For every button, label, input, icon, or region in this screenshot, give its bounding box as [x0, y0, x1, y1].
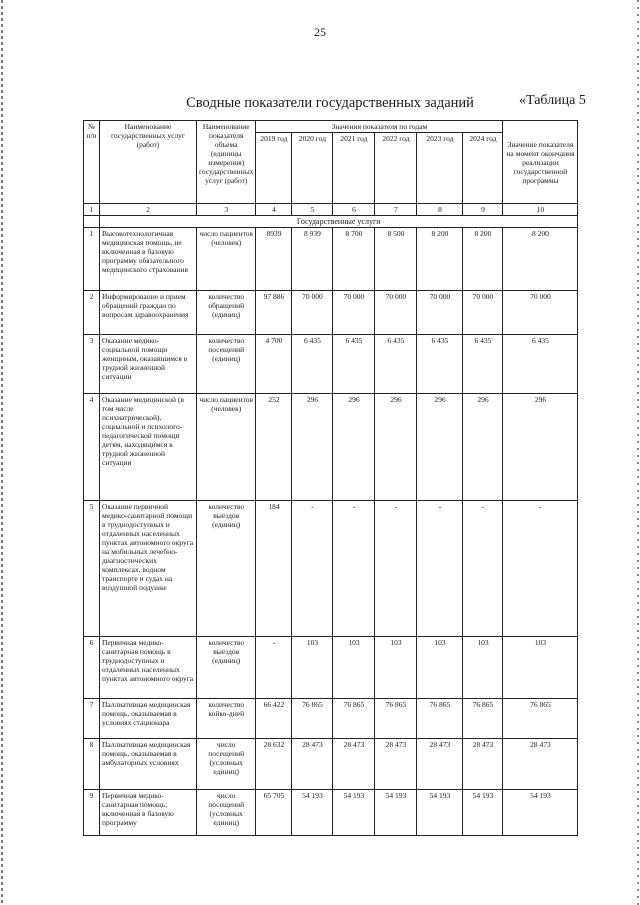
indicator-name: число посещений (условных единиц)	[197, 790, 256, 836]
value-cell: 296	[292, 394, 333, 501]
value-cell: 8 200	[417, 228, 463, 291]
section-blank-cell	[84, 216, 100, 228]
value-cell: 28 632	[256, 739, 292, 790]
value-cell: 103	[333, 637, 375, 699]
col-header-values-group: Значения показателя по годам	[256, 121, 503, 133]
service-name: Оказание медико-социальной помощи женщинам, оказавшимся в трудной жизненной ситуации	[100, 335, 197, 394]
service-name: Первичная медико-санитарная помощь в труднодоступных и отдаленных населенных пунктах автономного округа	[100, 637, 197, 699]
table-row	[84, 335, 578, 394]
final-value-cell: 296	[503, 394, 578, 501]
table-row	[84, 228, 578, 291]
col-header-year: 2023 год	[417, 133, 463, 204]
service-name: Первичная медико-санитарная помощь, включенная в базовую программу	[100, 790, 197, 836]
service-name: Паллиативная медицинская помощь, оказываемая в условиях стационара	[100, 699, 197, 739]
value-cell: 28 473	[375, 739, 417, 790]
page-number: 25	[314, 25, 326, 39]
table-row	[84, 739, 578, 790]
service-name: Оказание медицинской (в том числе психиатрической), социальной и психолого-педагогической помощи детям, находящимся в трудной жизненной ситуации	[100, 394, 197, 501]
row-number: 2	[84, 291, 100, 335]
indicator-name: количество выездов (единиц)	[197, 637, 256, 699]
section-row	[84, 216, 578, 228]
col-header-year: 2022 год	[375, 133, 417, 204]
value-cell: 66 422	[256, 699, 292, 739]
col-header-year: 2020 год	[292, 133, 333, 204]
value-cell: 296	[417, 394, 463, 501]
value-cell: 8 500	[375, 228, 417, 291]
value-cell: 76 865	[292, 699, 333, 739]
value-cell: 70 000	[375, 291, 417, 335]
indicator-name: количество выездов (единиц)	[197, 501, 256, 637]
row-number: 5	[84, 501, 100, 637]
row-number: 4	[84, 394, 100, 501]
service-name: Информирование и прием обращений граждан по вопросам здравоохранения	[100, 291, 197, 335]
value-cell: 76 865	[333, 699, 375, 739]
value-cell: 103	[292, 637, 333, 699]
value-cell: 28 473	[417, 739, 463, 790]
indicator-name: число посещений (условных единиц)	[197, 739, 256, 790]
value-cell: 76 865	[375, 699, 417, 739]
table-row	[84, 790, 578, 836]
value-cell: -	[333, 501, 375, 637]
value-cell: 6 435	[463, 335, 503, 394]
indicator-name: число пациентов (человек)	[197, 394, 256, 501]
indicator-name: количество обращений (единиц)	[197, 291, 256, 335]
col-header-indicator: Наименование показателя объема (единицы измерения) государственных услуг (работ)	[197, 121, 256, 204]
value-cell: 97 886	[256, 291, 292, 335]
indicator-name: количество койко-дней	[197, 699, 256, 739]
indicator-name: число пациентов (человек)	[197, 228, 256, 291]
service-name: Паллиативная медицинская помощь, оказываемая в амбулаторных условиях	[100, 739, 197, 790]
scan-edge-left	[1, 0, 3, 905]
table-row	[84, 291, 578, 335]
column-number: 3	[197, 204, 256, 216]
service-name: Высокотехнологичная медицинская помощь, не включенная в базовую программу обязательного медицинского страхования	[100, 228, 197, 291]
value-cell: 54 193	[292, 790, 333, 836]
header-row	[84, 121, 578, 133]
value-cell: 4 700	[256, 335, 292, 394]
col-header-year: 2024 год	[463, 133, 503, 204]
table-row	[84, 394, 578, 501]
table-row	[84, 637, 578, 699]
value-cell: 6 435	[292, 335, 333, 394]
row-number: 3	[84, 335, 100, 394]
value-cell: 54 193	[417, 790, 463, 836]
column-number: 8	[417, 204, 463, 216]
column-number: 6	[333, 204, 375, 216]
value-cell: 6 435	[375, 335, 417, 394]
value-cell: 70 000	[463, 291, 503, 335]
value-cell: 6 435	[333, 335, 375, 394]
value-cell: 6 435	[417, 335, 463, 394]
value-cell: 54 193	[333, 790, 375, 836]
row-number: 1	[84, 228, 100, 291]
value-cell: 76 865	[417, 699, 463, 739]
value-cell: -	[417, 501, 463, 637]
value-cell: 65 705	[256, 790, 292, 836]
value-cell: 103	[375, 637, 417, 699]
document-title: Сводные показатели государственных заданий	[186, 95, 474, 111]
table-row	[84, 699, 578, 739]
value-cell: 54 193	[375, 790, 417, 836]
value-cell: 70 000	[292, 291, 333, 335]
value-cell: 70 000	[333, 291, 375, 335]
col-header-number: № п/п	[84, 121, 100, 204]
col-header-final: Значение показателя на момент окончания реализации государственной программы	[503, 121, 578, 204]
value-cell: 8 700	[333, 228, 375, 291]
final-value-cell: 6 435	[503, 335, 578, 394]
value-cell: 252	[256, 394, 292, 501]
indicator-name: количество посещений (единиц)	[197, 335, 256, 394]
row-number: 6	[84, 637, 100, 699]
value-cell: -	[375, 501, 417, 637]
scan-edge-right	[637, 0, 639, 905]
value-cell: -	[292, 501, 333, 637]
final-value-cell: 103	[503, 637, 578, 699]
column-number: 10	[503, 204, 578, 216]
value-cell: -	[256, 637, 292, 699]
value-cell: 8 200	[463, 228, 503, 291]
value-cell: 103	[463, 637, 503, 699]
table-reference: «Таблица 5	[519, 93, 586, 108]
row-number: 9	[84, 790, 100, 836]
value-cell: 70 000	[417, 291, 463, 335]
service-name: Оказание первичной медико-санитарной помощи в труднодоступных и отдаленных населенных пунктах автономного округа на мобильных лечебно-диагностических комплексах, водном транспорте и судах на воздушной подушке	[100, 501, 197, 637]
column-number: 5	[292, 204, 333, 216]
column-number: 9	[463, 204, 503, 216]
value-cell: 103	[417, 637, 463, 699]
col-header-service: Наименование государственных услуг (работ)	[100, 121, 197, 204]
value-cell: 296	[333, 394, 375, 501]
column-number: 2	[100, 204, 197, 216]
section-label: Государственные услуги	[100, 216, 578, 228]
column-number: 7	[375, 204, 417, 216]
row-number: 7	[84, 699, 100, 739]
col-header-year: 2021 год	[333, 133, 375, 204]
final-value-cell: 8 200	[503, 228, 578, 291]
value-cell: 76 865	[463, 699, 503, 739]
value-cell: 54 193	[463, 790, 503, 836]
value-cell: 8 939	[292, 228, 333, 291]
value-cell: 28 473	[292, 739, 333, 790]
value-cell: 28 473	[463, 739, 503, 790]
row-number: 8	[84, 739, 100, 790]
value-cell: 296	[463, 394, 503, 501]
final-value-cell: 28 473	[503, 739, 578, 790]
value-cell: -	[463, 501, 503, 637]
value-cell: 8939	[256, 228, 292, 291]
value-cell: 296	[375, 394, 417, 501]
column-number: 4	[256, 204, 292, 216]
table-row	[84, 501, 578, 637]
final-value-cell: 76 865	[503, 699, 578, 739]
column-number-row	[84, 204, 578, 216]
final-value-cell: 54 193	[503, 790, 578, 836]
column-number: 1	[84, 204, 100, 216]
final-value-cell: -	[503, 501, 578, 637]
col-header-year: 2019 год	[256, 133, 292, 204]
value-cell: 184	[256, 501, 292, 637]
value-cell: 28 473	[333, 739, 375, 790]
summary-table	[83, 120, 578, 836]
final-value-cell: 70 000	[503, 291, 578, 335]
